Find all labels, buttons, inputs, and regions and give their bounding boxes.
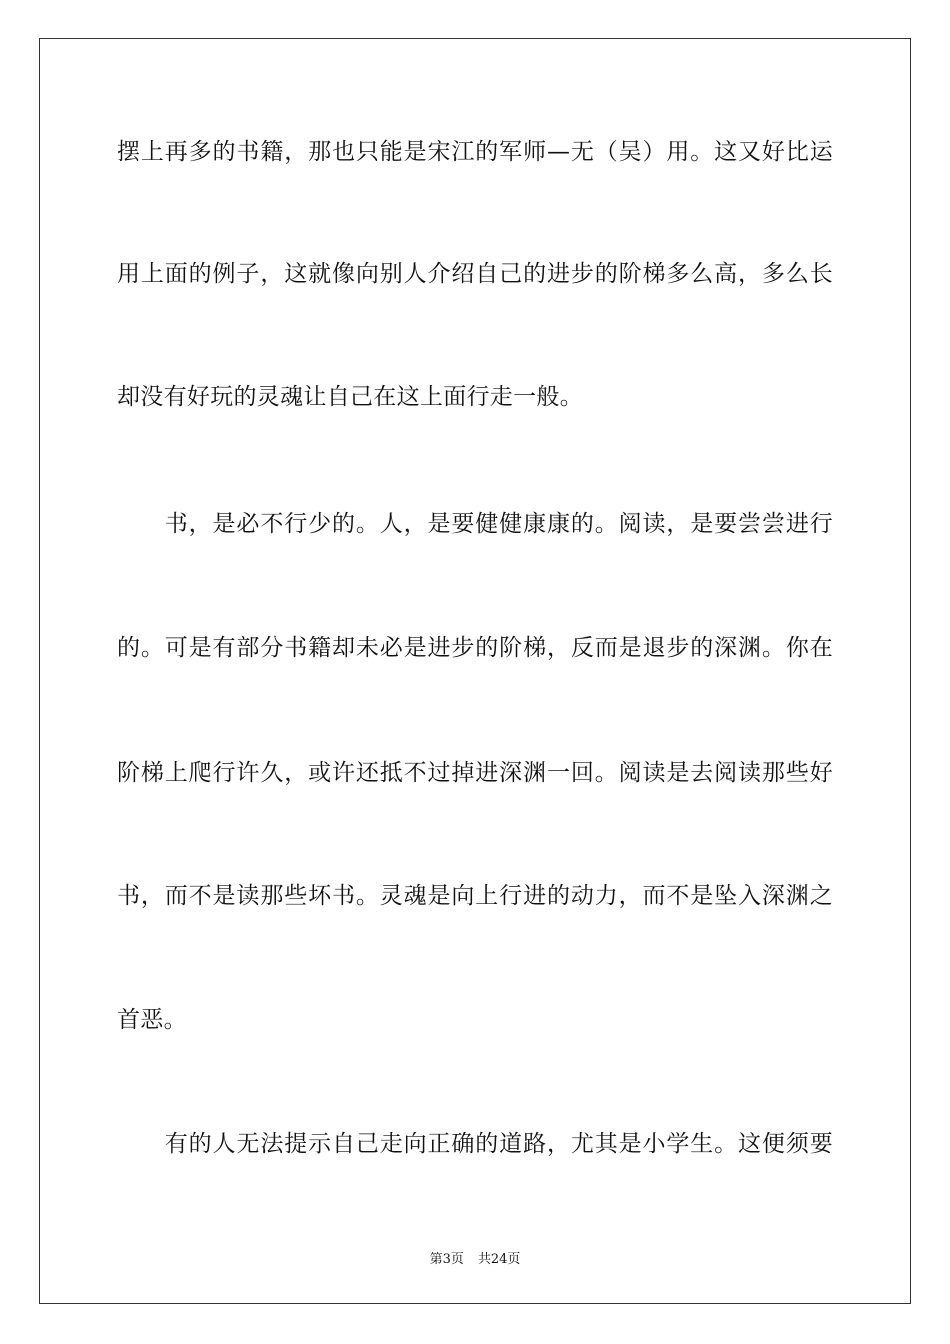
page-footer xyxy=(0,1248,950,1267)
text-line: 首恶。 xyxy=(117,1007,187,1033)
text-line: 的。可是有部分书籍却未必是进步的阶梯，反而是退步的深渊。你在 xyxy=(117,635,833,661)
page-frame xyxy=(39,38,911,1304)
text-line: 摆上再多的书籍，那也只能是宋江的军师—无（吴）用。这又好比运 xyxy=(117,139,833,165)
page-total: 共24页 xyxy=(477,1252,521,1267)
text-line: 用上面的例子，这就像向别人介绍自己的进步的阶梯多么高，多么长 xyxy=(117,261,833,287)
text-line: 却没有好玩的灵魂让自己在这上面行走一般。 xyxy=(117,384,583,410)
page-number: 第3页 xyxy=(429,1252,464,1267)
text-line: 阶梯上爬行许久，或许还抵不过掉进深渊一回。阅读是去阅读那些好 xyxy=(117,760,833,786)
text-line: 书，而不是读那些坏书。灵魂是向上行进的动力，而不是坠入深渊之 xyxy=(117,883,833,909)
text-line: 书，是必不行少的。人，是要健健康康的。阅读，是要尝尝进行 xyxy=(117,511,833,537)
text-line: 有的人无法提示自己走向正确的道路，尤其是小学生。这便须要 xyxy=(117,1131,833,1157)
